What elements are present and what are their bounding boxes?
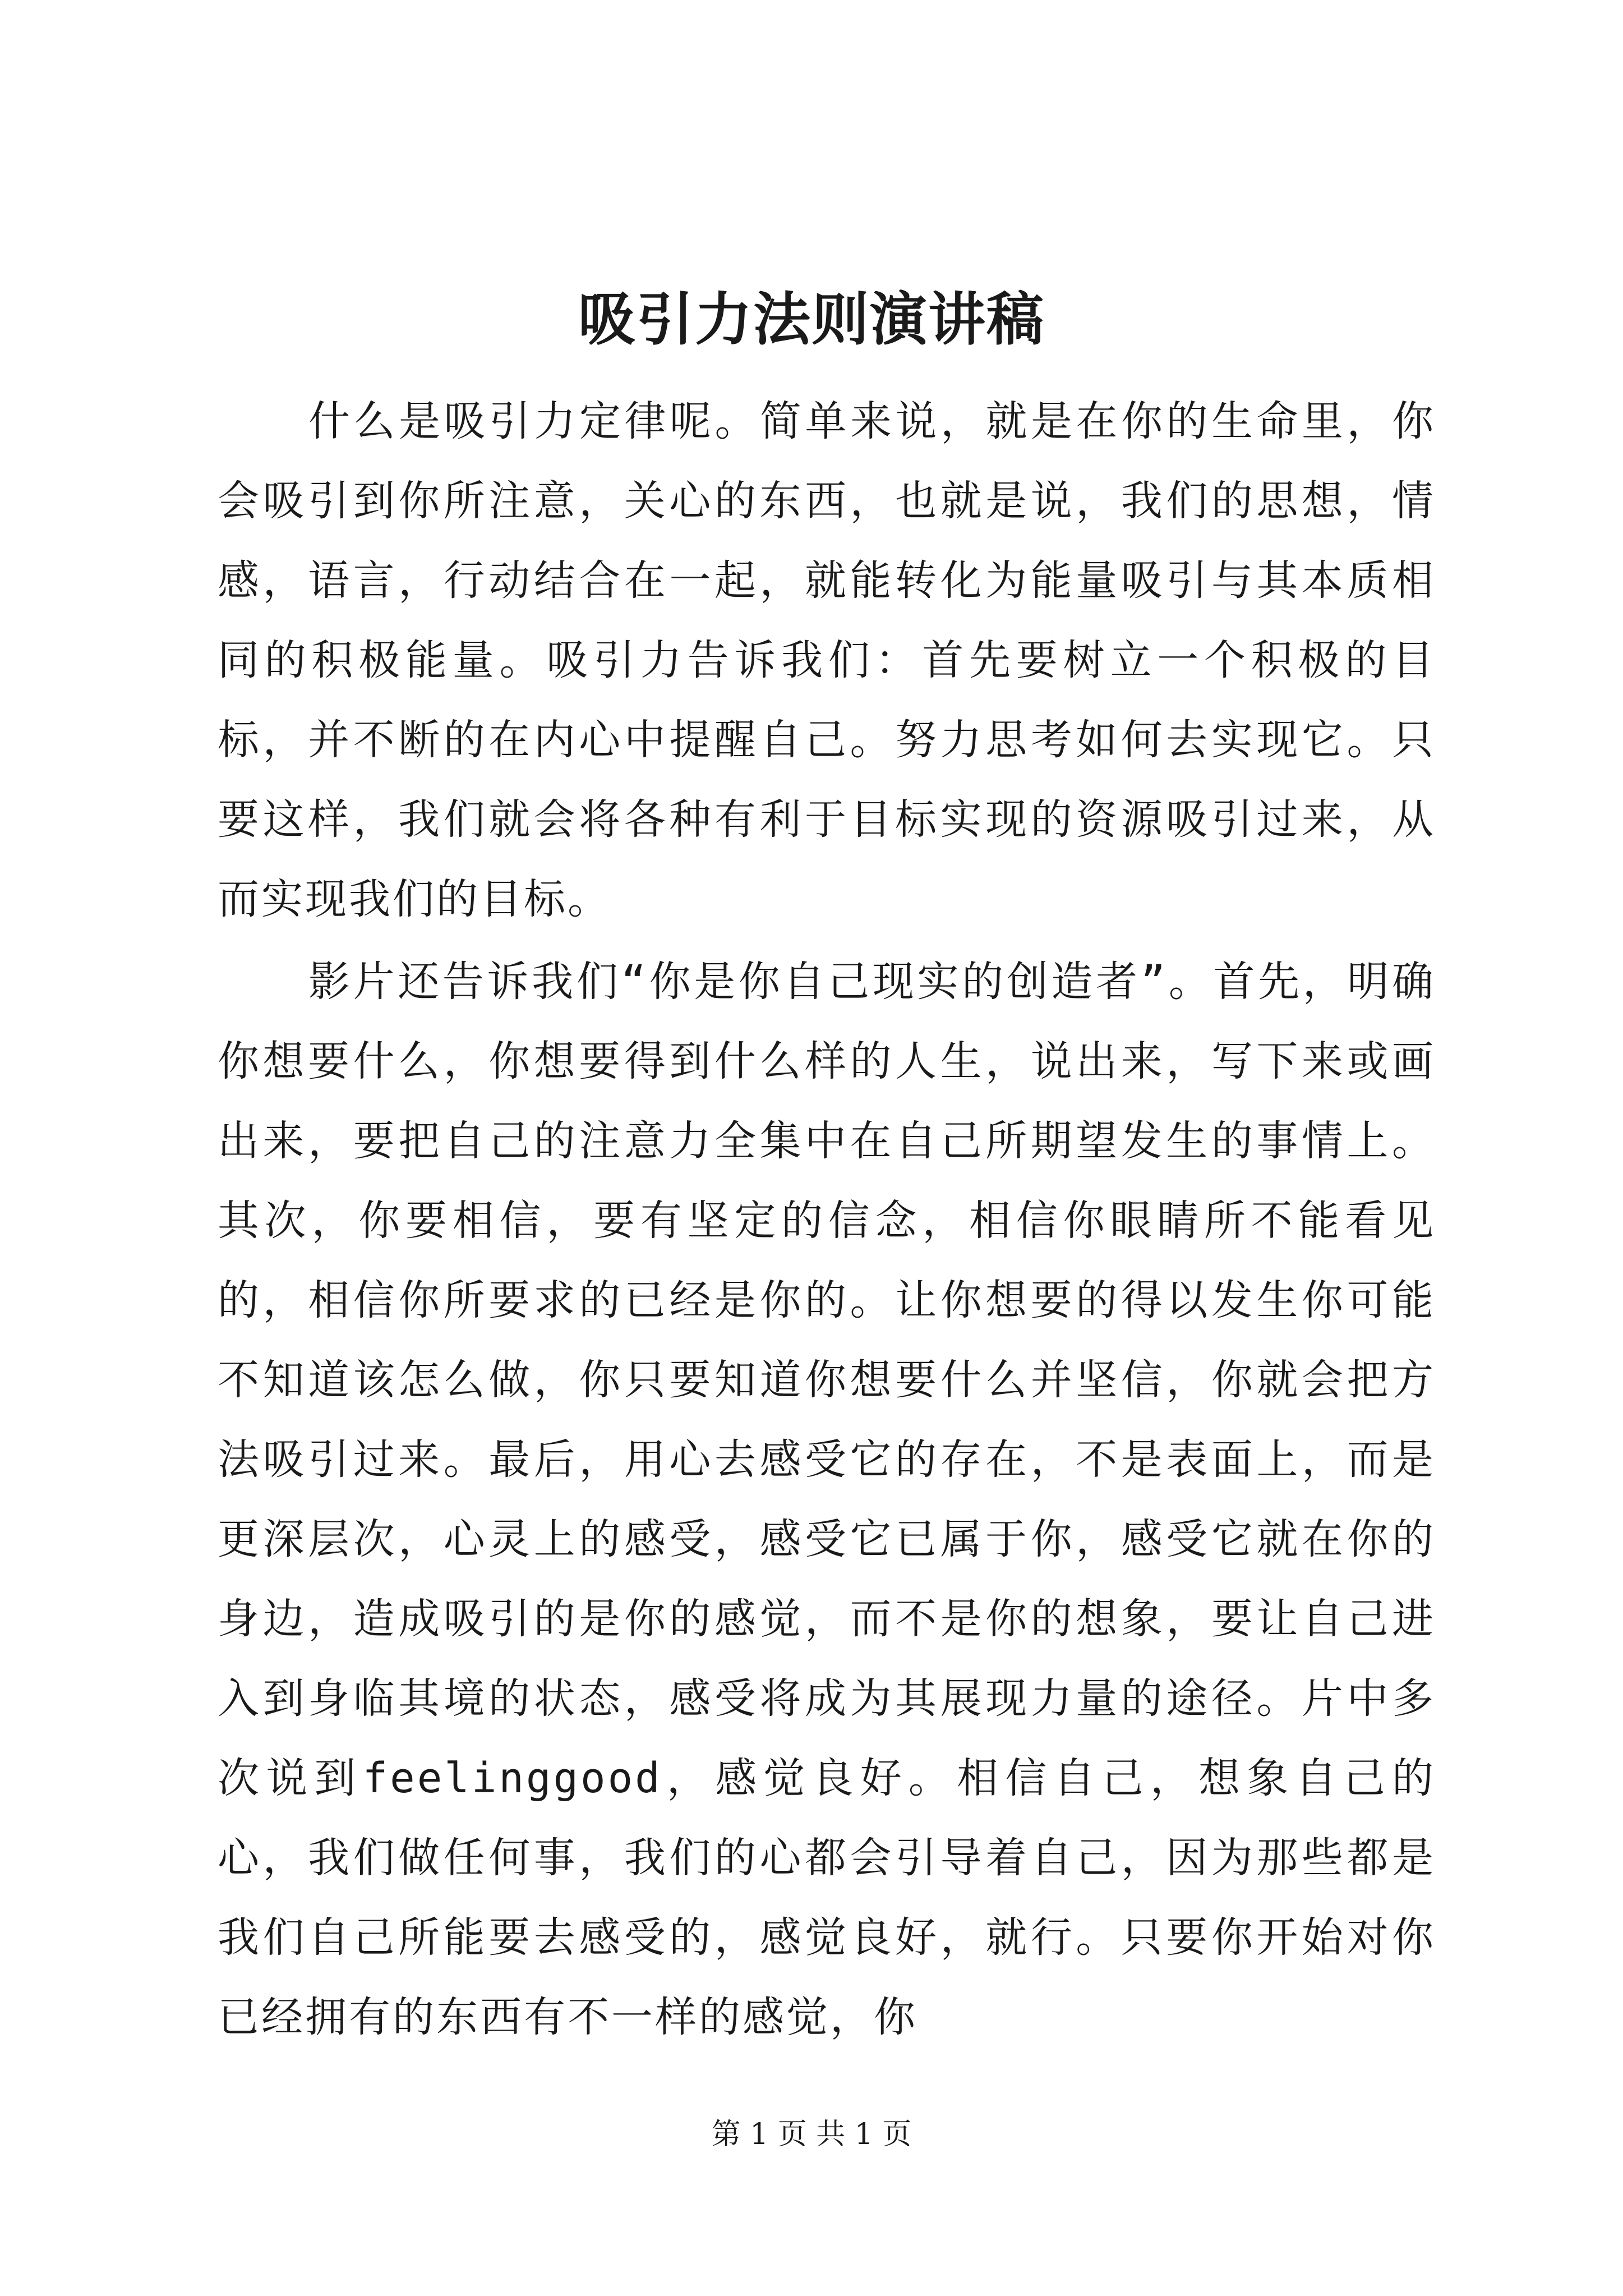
document-body	[218, 381, 1436, 2060]
page-footer: 第 1 页 共 1 页	[711, 2118, 912, 2151]
document-title: 吸引力法则演讲稿	[578, 286, 1045, 353]
paragraph-1: 什么是吸引力定律呢。简单来说，就是在你的生命里，你会吸引到你所注意，关心的东西，也就是说，我们的思想，情感，语言，行动结合在一起，就能转化为能量吸引与其本质相同的积极能量。吸引力告诉我们：首先要树立一个积极的目标，并不断的在内心中提醒自己。努力思考如何去实现它。只要这样，我们就会将各种有利于目标实现的资源吸引过来，从而实现我们的目标。	[218, 397, 1436, 923]
paragraph-2: 影片还告诉我们“你是你自己现实的创造者”。首先，明确你想要什么，你想要得到什么样的人生，说出来，写下来或画出来，要把自己的注意力全集中在自己所期望发生的事情上。其次，你要相信，要有坚定的信念，相信你眼睛所不能看见的，相信你所要求的已经是你的。让你想要的得以发生你可能不知道该怎么做，你只要知道你想要什么并坚信，你就会把方法吸引过来。最后，用心去感受它的存在，不是表面上，而是更深层次，心灵上的感受，感受它已属于你，感受它就在你的身边，造成吸引的是你的感觉，而不是你的想象，要让自己进入到身临其境的状态，感受将成为其展现力量的途径。片中多次说到feelinggood，感觉良好。相信自己，想象自己的心，我们做任何事，我们的心都会引导着自己，因为那些都是我们自己所能要去感受的，感觉良好，就行。只要你开始对你已经拥有的东西有不一样的感觉，你	[218, 958, 1436, 2041]
